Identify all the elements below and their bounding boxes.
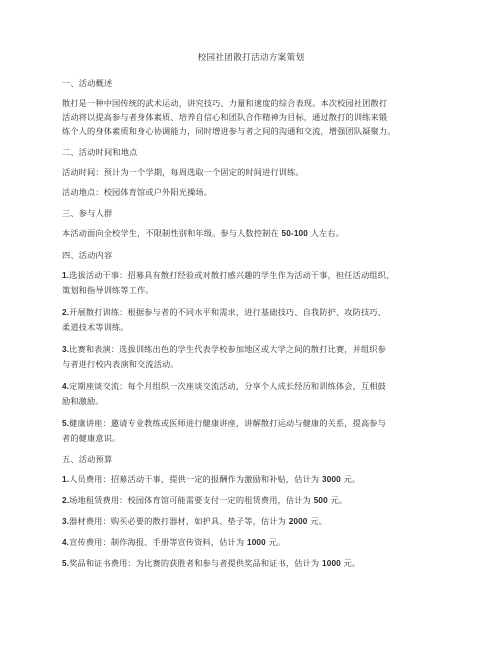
- content-item-2-number: 2.: [62, 308, 70, 317]
- activity-place: 活动地点：校园体育馆或户外阳光操场。: [62, 187, 213, 197]
- budget-item-4: [62, 535, 474, 550]
- content-item-4-number: 4.: [62, 382, 70, 391]
- budget-item-4-unit: 元。: [268, 537, 286, 547]
- content-item-2: [62, 305, 474, 334]
- budget-item-1: [62, 472, 474, 487]
- content-item-4-line-2: 励和激励。: [62, 396, 104, 406]
- content-item-2-line-2: 柔道技术等训练。: [62, 322, 129, 332]
- budget-item-5-amount: 1000: [322, 559, 341, 568]
- budget-item-2-text: 场地租赁费用：校园体育馆可能需要支付一定的租赁费用，估计为: [69, 495, 311, 505]
- budget-item-5-number: 5.: [62, 559, 70, 568]
- content-item-1-number: 1.: [62, 271, 70, 280]
- content-item-3: [62, 342, 474, 371]
- budget-item-1-number: 1.: [62, 475, 70, 484]
- budget-item-3-number: 3.: [62, 517, 70, 526]
- content-item-5-line-1: 健康讲座：邀请专业教练或医师进行健康讲座，讲解散打运动与健康的关系，提高参与: [69, 418, 386, 428]
- section-heading-overview: 一、活动概述: [62, 78, 113, 88]
- activity-time: 活动时间：预计为一个学期，每周选取一个固定的时间进行训练。: [62, 167, 304, 177]
- budget-item-1-unit: 元。: [343, 474, 361, 484]
- participants-text-a: 本活动面向全校学生，不限制性别和年级。参与人数控制在: [62, 228, 279, 238]
- budget-item-5-unit: 元。: [343, 558, 361, 568]
- participants-paragraph: [62, 226, 474, 241]
- budget-item-3: [62, 514, 474, 529]
- content-item-5-number: 5.: [62, 419, 70, 428]
- content-item-1: [62, 268, 474, 297]
- content-item-1-line-1: 选拔活动干事：招募具有散打经验或对散打感兴趣的学生作为活动干事，担任活动组织、: [69, 270, 395, 280]
- section-heading-content: 四、活动内容: [62, 250, 113, 260]
- content-item-2-line-1: 开展散打训练：根据参与者的不同水平和需求，进行基础技巧、自我防护、攻防技巧、: [69, 307, 386, 317]
- budget-item-3-amount: 2000: [288, 517, 308, 526]
- participants-text-b: 人左右。: [310, 228, 345, 238]
- budget-item-2-amount: 500: [313, 496, 328, 505]
- section-heading-time-place: 二、活动时间和地点: [62, 147, 138, 157]
- overview-line-1: 散打是一种中国传统的武术运动，讲究技巧、力量和速度的综合表现。本次校园社团散打: [62, 98, 388, 108]
- budget-item-4-number: 4.: [62, 538, 70, 547]
- budget-item-4-text: 宣传费用：制作海报、手册等宣传资料，估计为: [69, 537, 245, 547]
- section-heading-participants: 三、参与人群: [62, 208, 113, 218]
- budget-item-1-amount: 3000: [322, 475, 341, 484]
- overview-paragraph: [62, 96, 474, 138]
- budget-item-3-text: 器材费用：购买必要的散打器材，如护具、垫子等，估计为: [69, 516, 286, 526]
- budget-item-3-unit: 元。: [310, 516, 327, 526]
- budget-item-5: [62, 556, 474, 571]
- content-item-3-number: 3.: [62, 345, 70, 354]
- participants-count: 50-100: [281, 229, 308, 238]
- budget-item-5-text: 奖品和证书费用：为比赛的获胜者和参与者提供奖品和证书，估计为: [69, 558, 320, 568]
- content-item-1-line-2: 策划和指导训练等工作。: [62, 285, 154, 295]
- content-item-3-line-2: 与者进行校内表演和交流活动。: [62, 359, 179, 369]
- content-item-4-line-1: 定期座谈交流：每个月组织一次座谈交流活动，分享个人成长经历和训练体会，互相鼓: [69, 381, 386, 391]
- content-item-5-line-2: 者的健康意识。: [62, 433, 121, 443]
- budget-item-2-number: 2.: [62, 496, 70, 505]
- content-item-4: [62, 379, 474, 408]
- document-title: 校园社团散打活动方案策划: [197, 53, 305, 63]
- budget-item-2: [62, 493, 474, 508]
- budget-item-4-amount: 1000: [247, 538, 266, 547]
- budget-item-1-text: 人员费用：招募活动干事，提供一定的报酬作为激励和补贴，估计为: [69, 474, 320, 484]
- budget-item-2-unit: 元。: [330, 495, 348, 505]
- content-item-5: [62, 416, 474, 445]
- overview-line-2: 活动将以提高参与者身体素质、培养自信心和团队合作精神为目标，通过散打的训练来锻: [62, 112, 388, 122]
- content-item-3-line-1: 比赛和表演：选拔训练出色的学生代表学校参加地区或大学之间的散打比赛，并组织参: [69, 344, 386, 354]
- section-heading-budget: 五、活动预算: [62, 454, 113, 464]
- overview-line-3: 炼个人的身体素质和身心协调能力，同时增进参与者之间的沟通和交流，增强团队凝聚力。: [62, 126, 396, 136]
